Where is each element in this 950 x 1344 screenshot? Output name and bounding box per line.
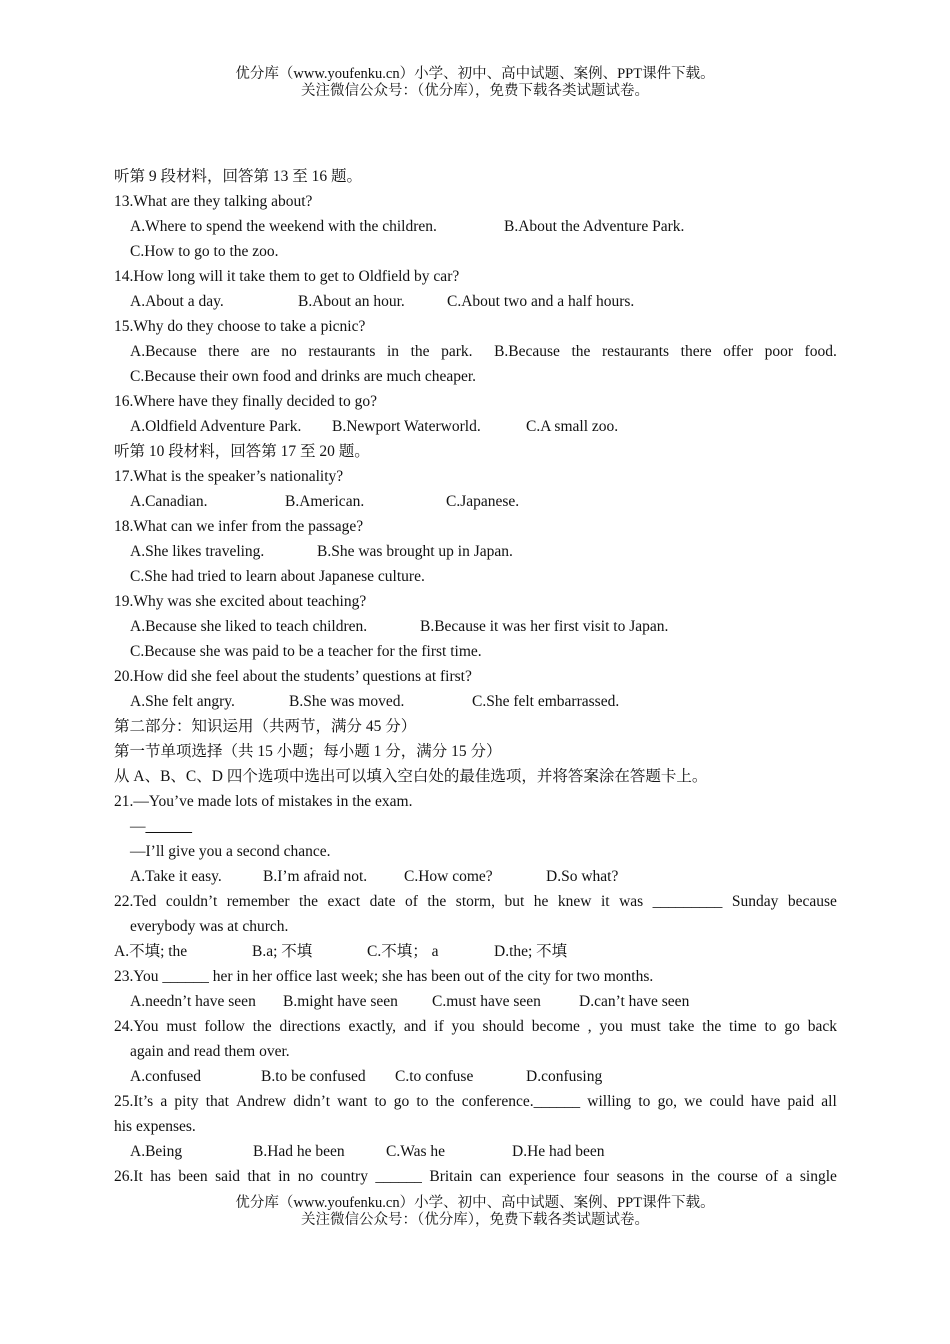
q24-option-d: D.confusing <box>526 1068 603 1085</box>
q17-option-c: C.Japanese. <box>446 493 520 510</box>
q14-options <box>114 289 837 314</box>
q18-option-c: C.She had tried to learn about Japanese culture. <box>130 568 425 585</box>
q22-option-c: C.不填； a <box>367 943 439 960</box>
q20-options <box>114 689 837 714</box>
q25-option-c: C.Was he <box>386 1143 446 1160</box>
q25-w2: pity <box>174 1093 199 1110</box>
q13-option-b: B.About the Adventure Park. <box>504 218 685 235</box>
q24-w11: , <box>587 1018 592 1035</box>
q16-option-a: A.Oldfield Adventure Park. <box>130 418 302 435</box>
q26-w4: that <box>247 1168 271 1185</box>
q13-option-a: A.Where to spend the weekend with the children. <box>130 218 437 235</box>
q25-line2: his expenses. <box>114 1118 196 1135</box>
q25-w4: Andrew <box>236 1093 287 1110</box>
q26-w18: a <box>785 1168 793 1185</box>
q13-stem: 13.What are they talking about? <box>114 193 313 210</box>
page-header <box>0 66 950 100</box>
q15-a-w6: the <box>410 343 430 360</box>
q22-option-d: D.the; 不填 <box>494 943 568 960</box>
q26-w1: has <box>150 1168 171 1185</box>
section-heading-10: 听第 10 段材料，回答第 17 至 20 题。 <box>114 443 370 460</box>
q25-option-b: B.Had he been <box>253 1143 345 1160</box>
q22-w13: was <box>619 893 644 910</box>
q22-w10: he <box>533 893 549 910</box>
q24-w4: directions <box>279 1018 341 1035</box>
q26-w8: ______ <box>375 1168 422 1185</box>
q13-option-c: C.How to go to the zoo. <box>130 243 279 260</box>
part-two-heading: 第二部分：知识运用（共两节，满分 45 分） <box>114 718 417 735</box>
q24-option-b: B.to be confused <box>261 1068 366 1085</box>
q15-b-w6: food. <box>804 343 837 360</box>
q25-w14: go, <box>657 1093 677 1110</box>
q26-w12: four <box>583 1168 610 1185</box>
q24-w18: go <box>784 1018 800 1035</box>
q24-w15: the <box>702 1018 722 1035</box>
q25-options <box>114 1139 837 1164</box>
q25-option-d: D.He had been <box>512 1143 605 1160</box>
footer-line-1: 优分库（www.youfenku.cn）小学、初中、高中试题、案例、PPT课件下载。 <box>235 1195 715 1211</box>
q22-w11: knew <box>557 893 592 910</box>
q16-option-c: C.A small zoo. <box>526 418 619 435</box>
q24-w2: follow <box>204 1018 245 1035</box>
q24-w17: to <box>764 1018 777 1035</box>
q26-w2: been <box>178 1168 208 1185</box>
q19-option-c: C.Because she was paid to be a teacher for the first time. <box>130 643 482 660</box>
q20-option-a: A.She felt angry. <box>130 693 235 710</box>
q24-line1 <box>114 1014 837 1039</box>
q25-w5: didn’t <box>293 1093 330 1110</box>
q23-option-a: A.needn’t have seen <box>130 993 256 1010</box>
q25-w13: to <box>638 1093 651 1110</box>
q15-a-w5: in <box>387 343 400 360</box>
q25-w6: want <box>337 1093 368 1110</box>
q25-w10: the <box>435 1093 455 1110</box>
q17-option-b: B.American. <box>285 493 365 510</box>
q19-stem: 19.Why was she excited about teaching? <box>114 593 367 610</box>
q20-stem: 20.How did she feel about the students’ questions at first? <box>114 668 472 685</box>
q16-option-b: B.Newport Waterworld. <box>332 418 481 435</box>
q25-w9: to <box>416 1093 429 1110</box>
q22-w14: _________ <box>652 893 723 910</box>
q26-w13: seasons <box>616 1168 664 1185</box>
q14-option-b: B.About an hour. <box>298 293 405 310</box>
q25-w3: that <box>205 1093 229 1110</box>
q20-option-b: B.She was moved. <box>289 693 405 710</box>
q25-w1: a <box>160 1093 168 1110</box>
q21-option-c: C.How come? <box>404 868 493 885</box>
q16-options <box>114 414 837 439</box>
q26-w17: of <box>765 1168 779 1185</box>
q25-w17: have <box>751 1093 781 1110</box>
q24-option-a: A.confused <box>130 1068 202 1085</box>
q24-w6: and <box>403 1018 427 1035</box>
q25-w0: 25.It’s <box>114 1093 154 1110</box>
q22-w6: of <box>404 893 418 910</box>
q22-w8: storm, <box>455 893 495 910</box>
q24-w5: exactly, <box>348 1018 397 1035</box>
q22-w3: the <box>299 893 318 910</box>
q25-w8: go <box>393 1093 410 1110</box>
q26-w11: experience <box>508 1168 576 1185</box>
q15-b-w4: offer <box>723 343 754 360</box>
q25-w18: paid <box>787 1093 815 1110</box>
q22-w5: date <box>369 893 396 910</box>
q22-w7: the <box>427 893 447 910</box>
section-instructions: 从 A、B、C、D 四个选项中选出可以填入空白处的最佳选项，并将答案涂在答题卡上。 <box>114 768 708 785</box>
q26-w6: no <box>297 1168 314 1185</box>
q18-option-b: B.She was brought up in Japan. <box>317 543 513 560</box>
q21-option-b: B.I’m afraid not. <box>263 868 368 885</box>
footer-line-2: 关注微信公众号：（优分库），免费下载各类试题试卷。 <box>301 1212 649 1228</box>
q24-options <box>114 1064 837 1089</box>
q26-w14: in <box>671 1168 684 1185</box>
q15-b-w3: there <box>680 343 712 360</box>
q15-stem: 15.Why do they choose to take a picnic? <box>114 318 366 335</box>
q21-blank: ______ <box>145 818 192 835</box>
q25-line1 <box>114 1089 837 1114</box>
q24-w13: must <box>630 1018 661 1035</box>
q22-w0: 22.Ted <box>114 893 157 910</box>
q18-options-row1 <box>114 539 837 564</box>
page-footer <box>0 1195 950 1229</box>
q22-w16: because <box>787 893 837 910</box>
q22-w1: couldn’t <box>165 893 218 910</box>
q24-w14: take <box>668 1018 695 1035</box>
header-line-1: 优分库（www.youfenku.cn）小学、初中、高中试题、案例、PPT课件下载。 <box>235 66 715 82</box>
q22-line1 <box>114 889 837 914</box>
q22-w12: it <box>600 893 610 910</box>
q26-w5: in <box>278 1168 291 1185</box>
q19-option-b: B.Because it was her first visit to Japan. <box>420 618 669 635</box>
q22-w4: exact <box>327 893 361 910</box>
q15-a-w2: are <box>250 343 270 360</box>
q26-w9: Britain <box>429 1168 473 1185</box>
q22-options <box>114 939 837 964</box>
q19-options-row1 <box>114 614 837 639</box>
q18-stem: 18.What can we infer from the passage? <box>114 518 364 535</box>
q25-w12: willing <box>587 1093 632 1110</box>
q24-line2: again and read them over. <box>130 1043 290 1060</box>
q20-option-c: C.She felt embarrassed. <box>472 693 620 710</box>
q24-w19: back <box>807 1018 837 1035</box>
q15-b-w2: restaurants <box>601 343 670 360</box>
q14-option-a: A.About a day. <box>130 293 224 310</box>
q23-options <box>114 989 837 1014</box>
q25-w7: to <box>374 1093 387 1110</box>
q21-line3: —I’ll give you a second chance. <box>130 843 331 860</box>
q17-options <box>114 489 837 514</box>
q26-w3: said <box>215 1168 241 1185</box>
q22-w9: but <box>504 893 525 910</box>
q24-w0: 24.You <box>114 1018 159 1035</box>
q14-stem: 14.How long will it take them to get to Oldfield by car? <box>114 268 460 285</box>
q26-w19: single <box>799 1168 837 1185</box>
q21-line1: 21.—You’ve made lots of mistakes in the exam. <box>114 793 413 810</box>
q21-line2 <box>114 814 837 839</box>
q25-w16: could <box>709 1093 744 1110</box>
q21-options <box>114 864 837 889</box>
q24-w3: the <box>252 1018 272 1035</box>
q23-option-c: C.must have seen <box>432 993 541 1010</box>
q22-option-a: A.不填; the <box>114 943 188 960</box>
q19-option-a: A.Because she liked to teach children. <box>130 618 368 635</box>
q22-option-b: B.a; 不填 <box>252 943 313 960</box>
q15-a-w7: park. <box>441 343 473 360</box>
q24-option-c: C.to confuse <box>395 1068 474 1085</box>
q21-option-d: D.So what? <box>546 868 619 885</box>
q17-option-a: A.Canadian. <box>130 493 208 510</box>
q22-line2: everybody was at church. <box>130 918 289 935</box>
q14-option-c: C.About two and a half hours. <box>447 293 635 310</box>
q22-w2: remember <box>226 893 290 910</box>
q17-stem: 17.What is the speaker’s nationality? <box>114 468 344 485</box>
q15-b-w1: the <box>571 343 591 360</box>
section-heading-9: 听第 9 段材料，回答第 13 至 16 题。 <box>114 168 363 185</box>
q16-stem: 16.Where have they finally decided to go? <box>114 393 377 410</box>
q21-dash: — <box>130 818 146 835</box>
q15-a-w0: A.Because <box>130 343 197 360</box>
q23-option-d: D.can’t have seen <box>579 993 690 1010</box>
q26-w16: course <box>717 1168 758 1185</box>
q13-options-row1 <box>114 214 837 239</box>
q24-w7: if <box>434 1018 444 1035</box>
q26-w0: 26.It <box>114 1168 143 1185</box>
q23-stem: 23.You ______ her in her office last week; she has been out of the city for two months. <box>114 968 654 985</box>
q24-w10: become <box>531 1018 580 1035</box>
q26-w7: country <box>320 1168 368 1185</box>
q25-w15: we <box>684 1093 703 1110</box>
q23-option-b: B.might have seen <box>283 993 398 1010</box>
q21-option-a: A.Take it easy. <box>130 868 222 885</box>
q15-b-w5: poor <box>764 343 793 360</box>
q15-options-row1 <box>114 339 837 364</box>
q22-w15: Sunday <box>731 893 779 910</box>
exam-content <box>114 164 837 1189</box>
q26-w15: the <box>690 1168 710 1185</box>
q25-w19: all <box>821 1093 837 1110</box>
section-one-heading: 第一节单项选择（共 15 小题；每小题 1 分，满分 15 分） <box>114 743 502 760</box>
q15-a-w3: no <box>281 343 297 360</box>
q25-option-a: A.Being <box>130 1143 183 1160</box>
header-line-2: 关注微信公众号：（优分库），免费下载各类试题试卷。 <box>301 83 649 99</box>
q15-a-w4: restaurants <box>308 343 376 360</box>
q24-w12: you <box>599 1018 623 1035</box>
q18-option-a: A.She likes traveling. <box>130 543 265 560</box>
q24-w9: should <box>482 1018 524 1035</box>
q15-b-w0: B.Because <box>494 343 560 360</box>
q15-a-w1: there <box>208 343 240 360</box>
q25-w11: conference.______ <box>461 1093 581 1110</box>
q24-w8: you <box>451 1018 475 1035</box>
q26-w10: can <box>479 1168 502 1185</box>
q15-option-c: C.Because their own food and drinks are much cheaper. <box>130 368 477 385</box>
q24-w1: must <box>166 1018 197 1035</box>
q24-w16: time <box>729 1018 757 1035</box>
q26-line1 <box>114 1164 837 1189</box>
